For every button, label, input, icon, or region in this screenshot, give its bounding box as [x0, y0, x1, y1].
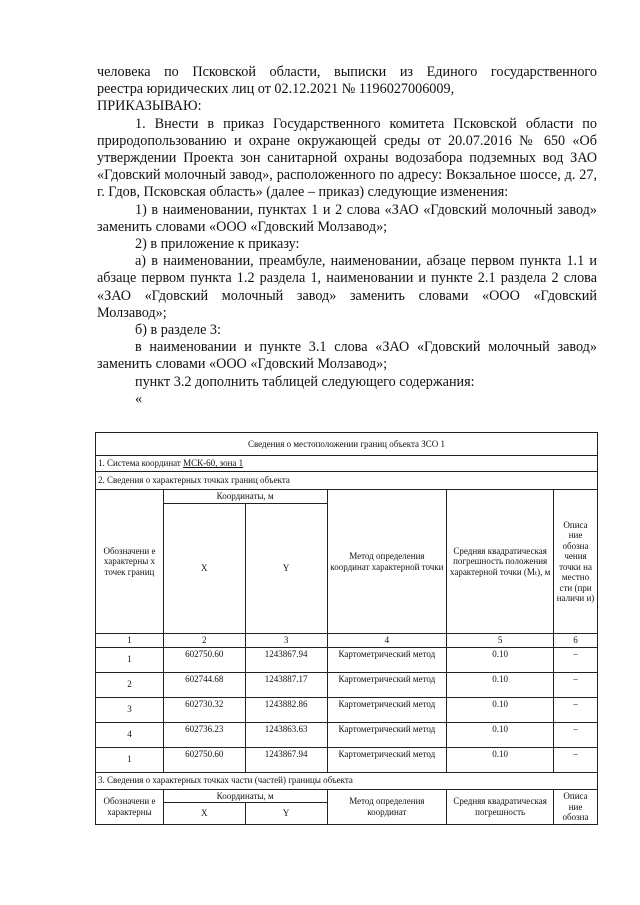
y-cell: 1243867.94: [245, 647, 327, 672]
table-title: Сведения о местоположении границ объекта ЗСО 1: [96, 433, 598, 456]
paragraph-2: 1) в наименовании, пунктах 1 и 2 слова «ЗАО «Гдовский молочный завод» заменить словами «ООО «Гдовский Молзавод»;: [97, 201, 597, 235]
paragraph-1: 1. Внести в приказ Государственного комитета Псковской области по природопользованию и охране окружающей среды от 20.07.2016 № 650 «Об утверждении Проекта зон санитарной охраны водозабора подземных вод ЗАО «Гдовский молочный завод», расположенного по адресу: Вокзальное шоссе, д. 27, г. Гдов, Псковская область» (далее – приказ) следующие изменения:: [97, 115, 597, 201]
header-y: Y: [245, 504, 327, 634]
header2-coords: Координаты, м: [163, 789, 327, 803]
point-cell: 3: [96, 697, 164, 722]
table-row: [96, 722, 598, 747]
section-2-header: 2. Сведения о характерных точках границ объекта: [96, 472, 598, 490]
paragraph-5: б) в разделе 3:: [135, 322, 221, 339]
x-cell: 602730.32: [163, 697, 245, 722]
point-cell: 4: [96, 722, 164, 747]
header2-error: Средняя квадратическая погрешность: [447, 789, 554, 825]
method-cell: Картометрический метод: [327, 697, 447, 722]
header2-desc: Описа ние обозна: [554, 789, 598, 825]
paragraph-6: в наименовании и пункте 3.1 слова «ЗАО «Гдовский молочный завод» заменить словами «ООО «Гдовский Молзавод»;: [97, 339, 597, 373]
point-cell: 1: [96, 647, 164, 672]
header-error: Средняя квадратическая погрешность положения характерной точки (Mₜ), м: [447, 490, 554, 634]
desc-cell: –: [554, 722, 598, 747]
y-cell: 1243887.17: [245, 672, 327, 697]
y-cell: 1243882.86: [245, 697, 327, 722]
header-x: X: [163, 504, 245, 634]
header2-x: X: [163, 803, 245, 825]
y-cell: 1243867.94: [245, 747, 327, 772]
method-cell: Картометрический метод: [327, 747, 447, 772]
col-number: 4: [327, 634, 447, 648]
opening-quote: «: [135, 390, 143, 407]
header2-y: Y: [245, 803, 327, 825]
paragraph-4: а) в наименовании, преамбуле, наименовании, абзаце первом пункта 1.1 и абзаце первом пункта 1.2 раздела 1, наименовании и пункте 2.1 раздела 2 слова «ЗАО «Гдовский молочный завод» заменить словами «ООО «Гдовский Молзавод»;: [97, 253, 597, 321]
table-row: [96, 747, 598, 772]
coordinate-system-label: 1. Система координат: [98, 458, 184, 469]
desc-cell: –: [554, 672, 598, 697]
desc-cell: –: [554, 647, 598, 672]
col-number: 6: [554, 634, 598, 648]
body-text: [97, 64, 597, 408]
header-desc: Описа ние обозна чения точки на местно сти (при наличи и): [554, 490, 598, 634]
error-cell: 0.10: [447, 697, 554, 722]
header-point: Обозначени е характерны х точек границ: [96, 490, 164, 634]
text-line-2: реестра юридических лиц от 02.12.2021 № 1196027006009,: [97, 81, 455, 98]
header2-point: Обозначени е характерны: [96, 789, 164, 825]
col-number: 1: [96, 634, 164, 648]
point-cell: 2: [96, 672, 164, 697]
x-cell: 602750.60: [163, 747, 245, 772]
order-word: ПРИКАЗЫВАЮ:: [97, 98, 202, 115]
y-cell: 1243863.63: [245, 722, 327, 747]
table-row: [96, 672, 598, 697]
point-cell: 1: [96, 747, 164, 772]
x-cell: 602744.68: [163, 672, 245, 697]
error-cell: 0.10: [447, 747, 554, 772]
paragraph-7: пункт 3.2 дополнить таблицей следующего содержания:: [135, 373, 475, 390]
section-3-header: 3. Сведения о характерных точках части (частей) границы объекта: [96, 772, 598, 789]
method-cell: Картометрический метод: [327, 722, 447, 747]
header-method: Метод определения координат характерной точки: [327, 490, 447, 634]
error-cell: 0.10: [447, 647, 554, 672]
method-cell: Картометрический метод: [327, 647, 447, 672]
desc-cell: –: [554, 747, 598, 772]
table-row: [96, 647, 598, 672]
x-cell: 602736.23: [163, 722, 245, 747]
error-cell: 0.10: [447, 722, 554, 747]
col-number: 5: [447, 634, 554, 648]
boundary-table: [95, 432, 598, 825]
method-cell: Картометрический метод: [327, 672, 447, 697]
x-cell: 602750.60: [163, 647, 245, 672]
header-coords: Координаты, м: [163, 490, 327, 504]
desc-cell: –: [554, 697, 598, 722]
col-number: 3: [245, 634, 327, 648]
error-cell: 0.10: [447, 672, 554, 697]
coordinate-system-row: [96, 456, 598, 472]
paragraph-3: 2) в приложение к приказу:: [135, 236, 300, 253]
table-row: [96, 697, 598, 722]
coordinate-system-value: МСК-60, зона 1: [183, 458, 244, 469]
header2-method: Метод определения координат: [327, 789, 447, 825]
col-number: 2: [163, 634, 245, 648]
text-line-1: человека по Псковской области, выписки из Единого государственного: [97, 64, 597, 80]
